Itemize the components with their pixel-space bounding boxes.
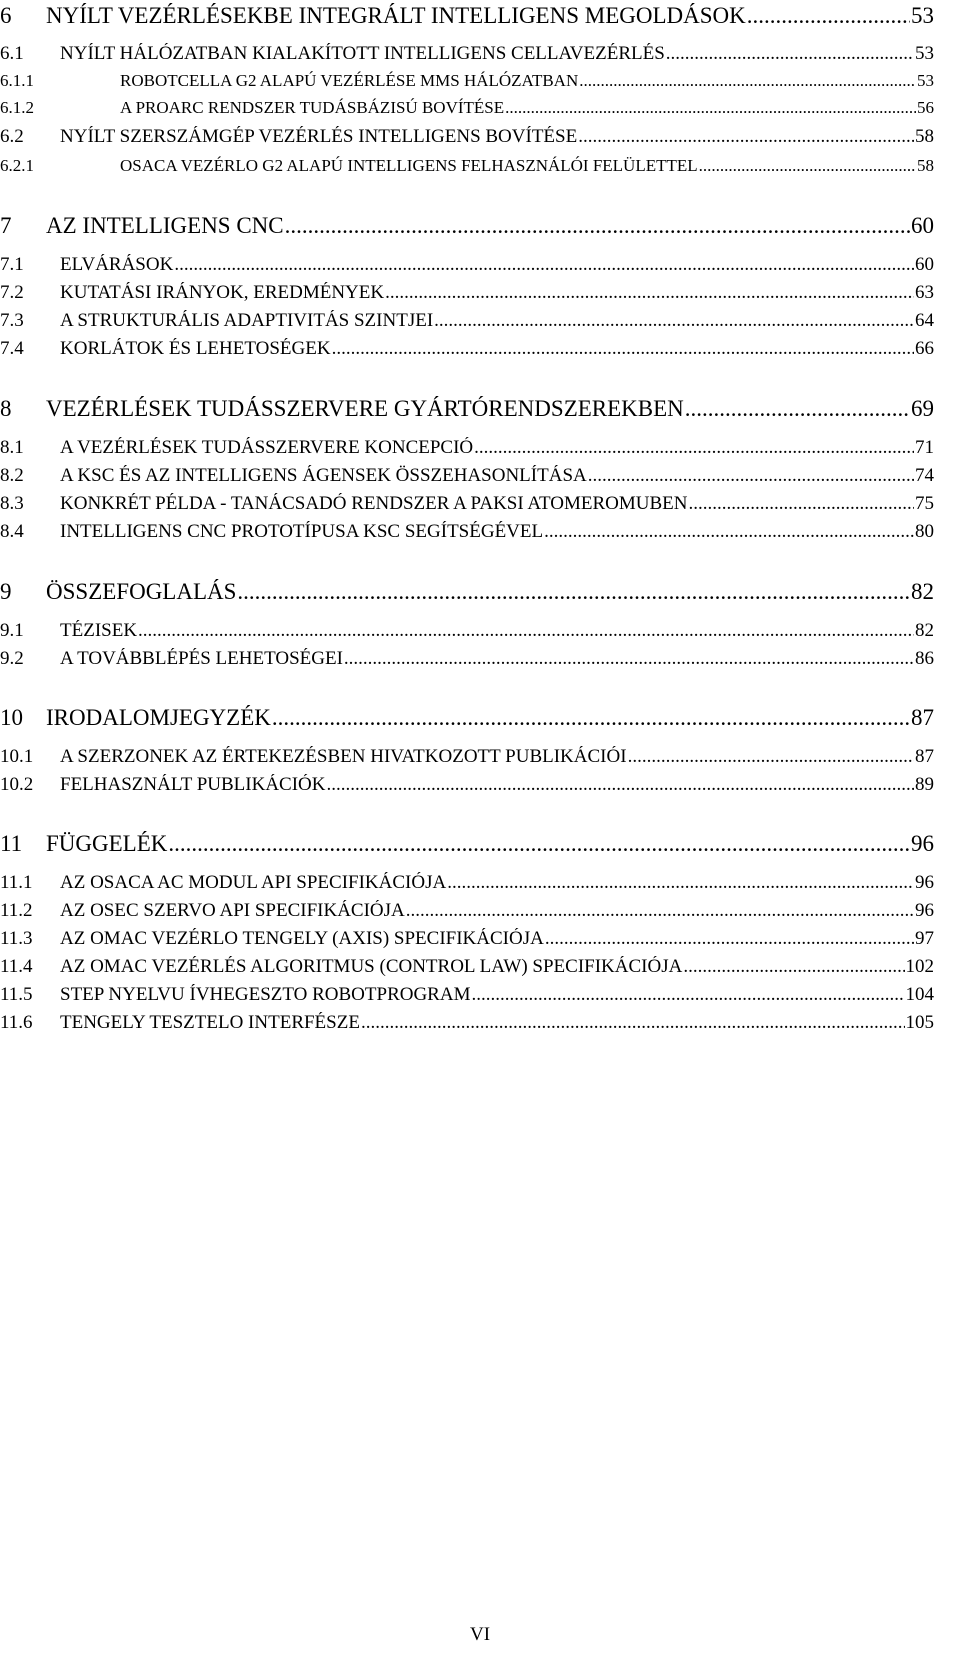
toc-entry-page: 87 xyxy=(915,746,934,767)
toc-entry[interactable] xyxy=(0,956,934,986)
toc-entry-title: OSACA VEZÉRLO G2 ALAPÚ INTELLIGENS FELHASZNÁLÓI FELÜLETTEL xyxy=(120,156,698,175)
toc-entry-title: A PROARC RENDSZER TUDÁSBÁZISÚ BOVÍTÉSE xyxy=(120,98,505,117)
toc-entry-page: 102 xyxy=(905,956,934,977)
toc-leader-dots xyxy=(344,648,914,670)
toc-entry-title: ROBOTCELLA G2 ALAPÚ VEZÉRLÉSE MMS HÁLÓZATBAN xyxy=(120,71,579,90)
toc-entry-number: 7.3 xyxy=(0,310,24,331)
toc-leader-dots xyxy=(434,310,914,332)
toc-entry[interactable] xyxy=(0,3,934,33)
toc-leader-dots xyxy=(588,465,914,487)
toc-entry[interactable] xyxy=(0,98,934,128)
toc-entry-page: 86 xyxy=(915,648,934,669)
toc-entry-page: 53 xyxy=(915,43,934,64)
toc-entry-page: 96 xyxy=(915,872,934,893)
toc-entry-page: 82 xyxy=(915,620,934,641)
toc-leader-dots xyxy=(545,928,914,950)
toc-entry-page: 63 xyxy=(915,282,934,303)
toc-entry-number: 7.4 xyxy=(0,338,24,359)
toc-entry-page: 105 xyxy=(905,1012,934,1033)
toc-entry-number: 11.3 xyxy=(0,928,33,949)
toc-entry[interactable] xyxy=(0,928,934,958)
toc-entry-title: ELVÁRÁSOK xyxy=(60,254,174,275)
toc-entry-title: AZ INTELLIGENS CNC xyxy=(46,213,284,238)
toc-entry[interactable] xyxy=(0,43,934,73)
toc-leader-dots xyxy=(544,521,914,543)
toc-entry-title: A KSC ÉS AZ INTELLIGENS ÁGENSEK ÖSSZEHASONLÍTÁSA xyxy=(60,465,587,486)
toc-entry-title: STEP NYELVU ÍVHEGESZTO ROBOTPROGRAM xyxy=(60,984,471,1005)
toc-entry-number: 6.2 xyxy=(0,126,24,147)
toc-entry-title: ÖSSZEFOGLALÁS xyxy=(46,579,237,604)
toc-leader-dots xyxy=(689,493,914,515)
toc-entry-page: 56 xyxy=(917,98,934,117)
toc-entry-number: 8.1 xyxy=(0,437,24,458)
toc-entry-page: 104 xyxy=(905,984,934,1005)
toc-leader-dots xyxy=(578,126,914,148)
toc-entry-number: 10.1 xyxy=(0,746,34,767)
toc-leader-dots xyxy=(471,984,904,1006)
toc-entry-number: 8.4 xyxy=(0,521,24,542)
toc-entry-title: FELHASZNÁLT PUBLIKÁCIÓK xyxy=(60,774,326,795)
toc-entry-page: 60 xyxy=(911,213,934,238)
toc-entry-page: 82 xyxy=(911,579,934,604)
toc-entry-number: 9.1 xyxy=(0,620,24,641)
toc-leader-dots xyxy=(683,956,904,978)
toc-entry-title: TÉZISEK xyxy=(60,620,138,641)
toc-entry-number: 8.3 xyxy=(0,493,24,514)
toc-entry[interactable] xyxy=(0,282,934,312)
toc-entry[interactable] xyxy=(0,156,934,186)
page-number: VI xyxy=(469,1624,491,1645)
toc-entry[interactable] xyxy=(0,493,934,523)
toc-leader-dots xyxy=(474,437,914,459)
toc-entry-number: 8.2 xyxy=(0,465,24,486)
toc-entry[interactable] xyxy=(0,872,934,902)
toc-entry-title: A VEZÉRLÉSEK TUDÁSSZERVERE KONCEPCIÓ xyxy=(60,437,474,458)
toc-entry-number: 8 xyxy=(0,396,12,421)
toc-entry[interactable] xyxy=(0,310,934,340)
toc-leader-dots xyxy=(168,831,910,857)
toc-entry-number: 7.2 xyxy=(0,282,24,303)
toc-entry-page: 97 xyxy=(915,928,934,949)
toc-leader-dots xyxy=(685,396,910,422)
toc-entry-title: KUTATÁSI IRÁNYOK, EREDMÉNYEK xyxy=(60,282,385,303)
toc-entry-number: 7.1 xyxy=(0,254,24,275)
toc-entry[interactable] xyxy=(0,338,934,368)
toc-entry-title: KONKRÉT PÉLDA - TANÁCSADÓ RENDSZER A PAKSI ATOMEROMUBEN xyxy=(60,493,688,514)
toc-entry-page: 66 xyxy=(915,338,934,359)
toc-entry[interactable] xyxy=(0,437,934,467)
toc-entry-number: 11.4 xyxy=(0,956,33,977)
toc-entry-number: 10 xyxy=(0,705,23,730)
toc-leader-dots xyxy=(385,282,914,304)
toc-entry-title: NYÍLT HÁLÓZATBAN KIALAKÍTOTT INTELLIGENS CELLAVEZÉRLÉS xyxy=(60,43,665,64)
toc-entry-page: 75 xyxy=(915,493,934,514)
toc-entry-title: A TOVÁBBLÉPÉS LEHETOSÉGEI xyxy=(60,648,343,669)
toc-entry-page: 58 xyxy=(915,126,934,147)
toc-entry[interactable] xyxy=(0,213,934,243)
toc-entry-number: 11.5 xyxy=(0,984,33,1005)
toc-leader-dots xyxy=(174,254,914,276)
toc-entry-number: 9.2 xyxy=(0,648,24,669)
toc-entry-number: 6 xyxy=(0,3,12,28)
toc-entry-page: 53 xyxy=(911,3,934,28)
toc-entry-number: 11.1 xyxy=(0,872,33,893)
toc-entry[interactable] xyxy=(0,579,934,609)
toc-entry-number: 7 xyxy=(0,213,12,238)
toc-entry-page: 96 xyxy=(915,900,934,921)
toc-leader-dots xyxy=(699,156,916,176)
toc-entry-title: KORLÁTOK ÉS LEHETOSÉGEK xyxy=(60,338,331,359)
toc-entry-title: AZ OSEC SZERVO API SPECIFIKÁCIÓJA xyxy=(60,900,405,921)
toc-leader-dots xyxy=(272,705,910,731)
toc-entry-page: 80 xyxy=(915,521,934,542)
toc-entry[interactable] xyxy=(0,648,934,678)
toc-entry-title: AZ OMAC VEZÉRLÉS ALGORITMUS (CONTROL LAW) SPECIFIKÁCIÓJA xyxy=(60,956,683,977)
toc-entry-page: 69 xyxy=(911,396,934,421)
toc-entry-title: AZ OSACA AC MODUL API SPECIFIKÁCIÓJA xyxy=(60,872,447,893)
toc-entry-title: IRODALOMJEGYZÉK xyxy=(46,705,271,730)
toc-entry-number: 11.2 xyxy=(0,900,33,921)
toc-entry[interactable] xyxy=(0,984,934,1014)
toc-entry[interactable] xyxy=(0,396,934,426)
toc-entry-page: 71 xyxy=(915,437,934,458)
toc-entry-title: NYÍLT SZERSZÁMGÉP VEZÉRLÉS INTELLIGENS BOVÍTÉSE xyxy=(60,126,578,147)
toc-entry-number: 6.1 xyxy=(0,43,24,64)
toc-entry[interactable] xyxy=(0,774,934,804)
toc-leader-dots xyxy=(332,338,914,360)
toc-leader-dots xyxy=(579,71,916,91)
toc-entry[interactable] xyxy=(0,831,934,861)
toc-entry[interactable] xyxy=(0,900,934,930)
toc-entry-number: 11 xyxy=(0,831,23,856)
toc-leader-dots xyxy=(285,213,910,239)
toc-leader-dots xyxy=(138,620,914,642)
toc-leader-dots xyxy=(747,3,910,29)
toc-entry-title: A STRUKTURÁLIS ADAPTIVITÁS SZINTJEI xyxy=(60,310,434,331)
toc-entry-page: 74 xyxy=(915,465,934,486)
toc-entry-title: A SZERZONEK AZ ÉRTEKEZÉSBEN HIVATKOZOTT PUBLIKÁCIÓI xyxy=(60,746,627,767)
toc-entry-title: TENGELY TESZTELO INTERFÉSZE xyxy=(60,1012,360,1033)
toc-entry[interactable] xyxy=(0,1012,934,1042)
toc-leader-dots xyxy=(237,579,910,605)
toc-entry[interactable] xyxy=(0,465,934,495)
toc-entry-number: 11.6 xyxy=(0,1012,33,1033)
toc-entry[interactable] xyxy=(0,521,934,551)
toc-entry-page: 60 xyxy=(915,254,934,275)
toc-entry-title: AZ OMAC VEZÉRLO TENGELY (AXIS) SPECIFIKÁCIÓJA xyxy=(60,928,544,949)
toc-entry[interactable] xyxy=(0,254,934,284)
toc-entry-page: 53 xyxy=(917,71,934,90)
toc-entry-page: 64 xyxy=(915,310,934,331)
toc-entry-title: NYÍLT VEZÉRLÉSEKBE INTEGRÁLT INTELLIGENS MEGOLDÁSOK xyxy=(46,3,746,28)
toc-entry-number: 6.2.1 xyxy=(0,156,34,175)
toc-entry-number: 9 xyxy=(0,579,12,604)
toc-entry-page: 96 xyxy=(911,831,934,856)
toc-leader-dots xyxy=(666,43,914,65)
toc-leader-dots xyxy=(361,1012,905,1034)
toc-entry[interactable] xyxy=(0,746,934,776)
toc-entry-number: 6.1.2 xyxy=(0,98,34,117)
toc-entry[interactable] xyxy=(0,126,934,156)
toc-leader-dots xyxy=(505,98,916,118)
toc-entry-title: FÜGGELÉK xyxy=(46,831,168,856)
toc-entry[interactable] xyxy=(0,71,934,101)
toc-entry-number: 6.1.1 xyxy=(0,71,34,90)
toc-leader-dots xyxy=(406,900,914,922)
toc-leader-dots xyxy=(447,872,914,894)
toc-entry-page: 58 xyxy=(917,156,934,175)
toc-leader-dots xyxy=(628,746,914,768)
toc-entry-page: 89 xyxy=(915,774,934,795)
toc-entry-title: INTELLIGENS CNC PROTOTÍPUSA KSC SEGÍTSÉGÉVEL xyxy=(60,521,544,542)
toc-entry-page: 87 xyxy=(911,705,934,730)
toc-entry[interactable] xyxy=(0,620,934,650)
toc-entry-number: 10.2 xyxy=(0,774,34,795)
toc-entry-title: VEZÉRLÉSEK TUDÁSSZERVERE GYÁRTÓRENDSZEREKBEN xyxy=(46,396,684,421)
toc-entry[interactable] xyxy=(0,705,934,735)
toc-leader-dots xyxy=(327,774,915,796)
